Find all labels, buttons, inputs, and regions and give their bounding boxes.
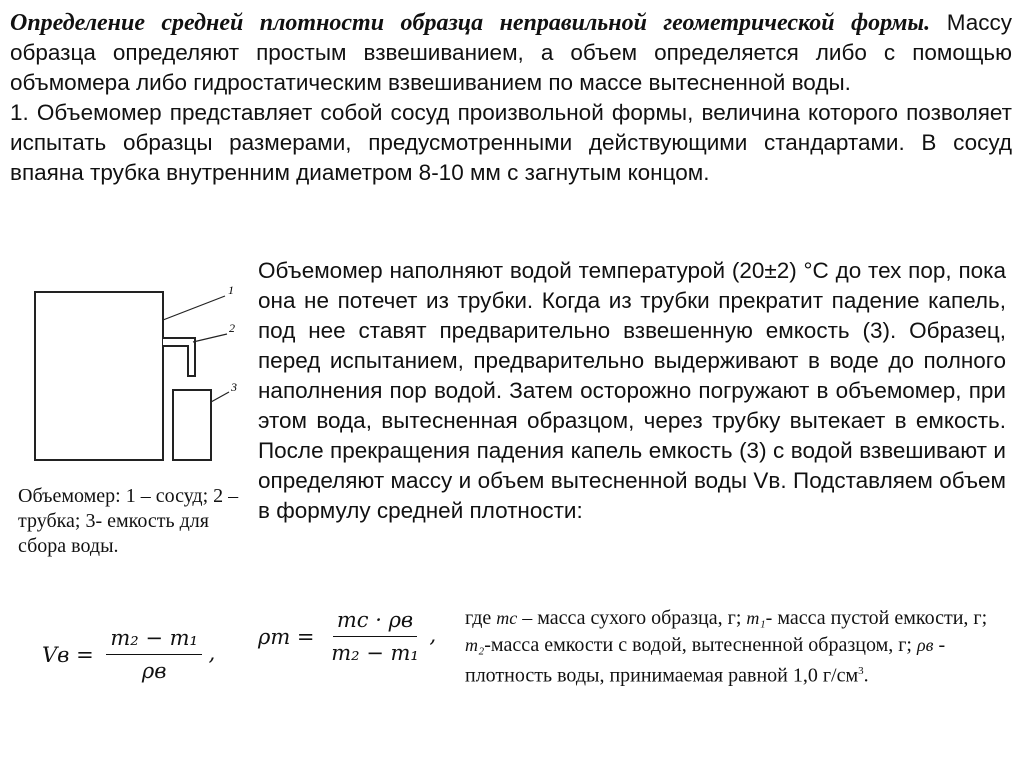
intro-block (10, 8, 1012, 188)
leader-line-1 (163, 296, 225, 320)
legend-part-5: - плотность воды, принимаемая равной 1,0 г/см (465, 633, 946, 687)
density-numerator: mc · ρв (333, 608, 417, 637)
legend-part-3: - масса пустой емкости, г; (765, 607, 988, 629)
label-2: 2 (229, 321, 235, 335)
label-3: 3 (231, 380, 237, 394)
legend-symbol-rho: ρв (917, 634, 934, 655)
leader-line-3 (211, 392, 229, 402)
legend-block (465, 605, 1005, 689)
legend-unit-exponent: 3 (858, 665, 864, 677)
density-fraction (327, 608, 423, 665)
volume-formula-tail: , (208, 641, 216, 665)
volume-formula (42, 626, 215, 683)
figure-caption: Объемомер: 1 – сосуд; 2 – трубка; 3- емкость для сбора воды. (18, 485, 239, 557)
volume-numerator: m₂ − m₁ (106, 626, 202, 655)
container-shape (173, 390, 211, 460)
legend-part-6: . (863, 664, 869, 687)
intro-text: Массу образца определяют простым взвешиванием, а объем определяется либо с помощью объмомера либо гидростатическим взвешиванием по массе вытесненной воды. (10, 10, 1012, 95)
volume-denominator: ρв (141, 659, 167, 683)
intro-title: Определение средней плотности образца неправильной геометрической формы. (10, 10, 931, 36)
volume-formula-lhs: Vв = (42, 642, 94, 667)
density-formula (258, 608, 436, 665)
legend-symbol-m1: m₁ (746, 608, 766, 628)
vessel-shape (35, 292, 163, 460)
item-1-paragraph: 1. Объемомер представляет собой сосуд произвольной формы, величина которого позволяет испытать образцы размерами, предусмотренными действующими стандартами. В сосуд впаяна трубка внутренним диаметром 8-10 мм с загнутым концом. (10, 100, 1012, 185)
procedure-text: Объемомер наполняют водой температурой (20±2) °С до тех пор, пока она не потечет из трубки. Когда из трубки прекратит падение капель, под нее ставят предварительно взвешенную емкость (3). Образец, перед испытанием, предварительно выдерживают в воде до полного наполнения пор водой. Затем осторожно погружают в объемомер, при этом вода, вытесненная образцом, через трубку вытекает в емкость. После прекращения падения капель емкость (3) с водой взвешивают и определяют массу и объем вытесненной воды Vв. Подставляем объем в формулу средней плотности: (258, 258, 1006, 523)
volume-fraction (106, 626, 202, 683)
legend-symbol-mc: mс (496, 608, 518, 628)
legend-part-1: где (465, 607, 497, 629)
label-1: 1 (228, 283, 234, 297)
procedure-block (258, 256, 1006, 526)
legend-symbol-m2: m₂ (465, 634, 485, 655)
leader-line-2 (193, 334, 227, 342)
density-formula-lhs: ρm = (258, 624, 315, 649)
intro-paragraph (10, 8, 1012, 98)
tube-shape (163, 338, 195, 376)
density-formula-tail: , (429, 623, 437, 647)
legend-part-4: -масса емкости с водой, вытесненной образцом, г; (484, 633, 917, 656)
density-denominator: m₂ − m₁ (331, 641, 419, 665)
volumeter-diagram (25, 280, 255, 475)
legend-part-2: – масса сухого образца, г; (517, 607, 747, 629)
